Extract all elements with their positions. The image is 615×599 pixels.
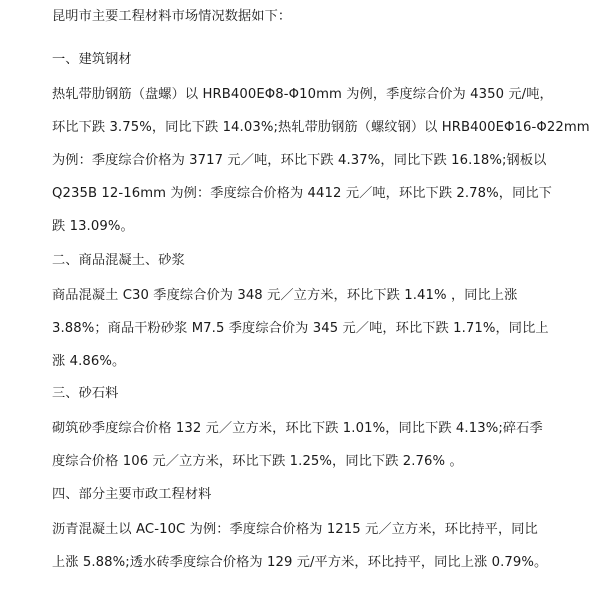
paragraph-line: 涨 4.86%。: [52, 354, 126, 369]
paragraph-line: 环比下跌 3.75%，同比下跌 14.03%;热轧带肋钢筋（螺纹钢）以 HRB400EΦ16-Φ22mm: [52, 120, 590, 135]
section-heading-concrete: 二、商品混凝土、砂浆: [52, 253, 185, 268]
section-heading-aggregates: 三、砂石料: [52, 386, 119, 401]
paragraph-line: 砌筑砂季度综合价格 132 元／立方米，环比下跌 1.01%，同比下跌 4.13%;碎石季: [52, 421, 543, 436]
section-heading-municipal: 四、部分主要市政工程材料: [52, 487, 212, 502]
paragraph-line: 度综合价格 106 元／立方米，环比下跌 1.25%，同比下跌 2.76% 。: [52, 454, 463, 469]
paragraph-line: 为例：季度综合价格为 3717 元／吨，环比下跌 4.37%，同比下跌 16.18%;钢板以: [52, 153, 547, 168]
paragraph-line: 商品混凝土 C30 季度综合价为 348 元／立方米，环比下跌 1.41% ，同比上涨: [52, 288, 518, 303]
intro-line: 昆明市主要工程材料市场情况数据如下：: [52, 9, 292, 24]
paragraph-line: 热轧带肋钢筋（盘螺）以 HRB400EΦ8-Φ10mm 为例，季度综合价为 4350 元/吨，: [52, 87, 553, 102]
section-heading-steel: 一、建筑钢材: [52, 52, 132, 67]
paragraph-line: 3.88%；商品干粉砂浆 M7.5 季度综合价为 345 元／吨，环比下跌 1.71%，同比上: [52, 321, 549, 336]
paragraph-line: 上涨 5.88%;透水砖季度综合价格为 129 元/平方米，环比持平，同比上涨 0.79%。: [52, 555, 548, 570]
paragraph-line: 跌 13.09%。: [52, 219, 134, 234]
paragraph-line: Q235B 12-16mm 为例：季度综合价格为 4412 元／吨，环比下跌 2.78%，同比下: [52, 186, 552, 201]
paragraph-line: 沥青混凝土以 AC-10C 为例：季度综合价格为 1215 元／立方米，环比持平，同比: [52, 522, 538, 537]
